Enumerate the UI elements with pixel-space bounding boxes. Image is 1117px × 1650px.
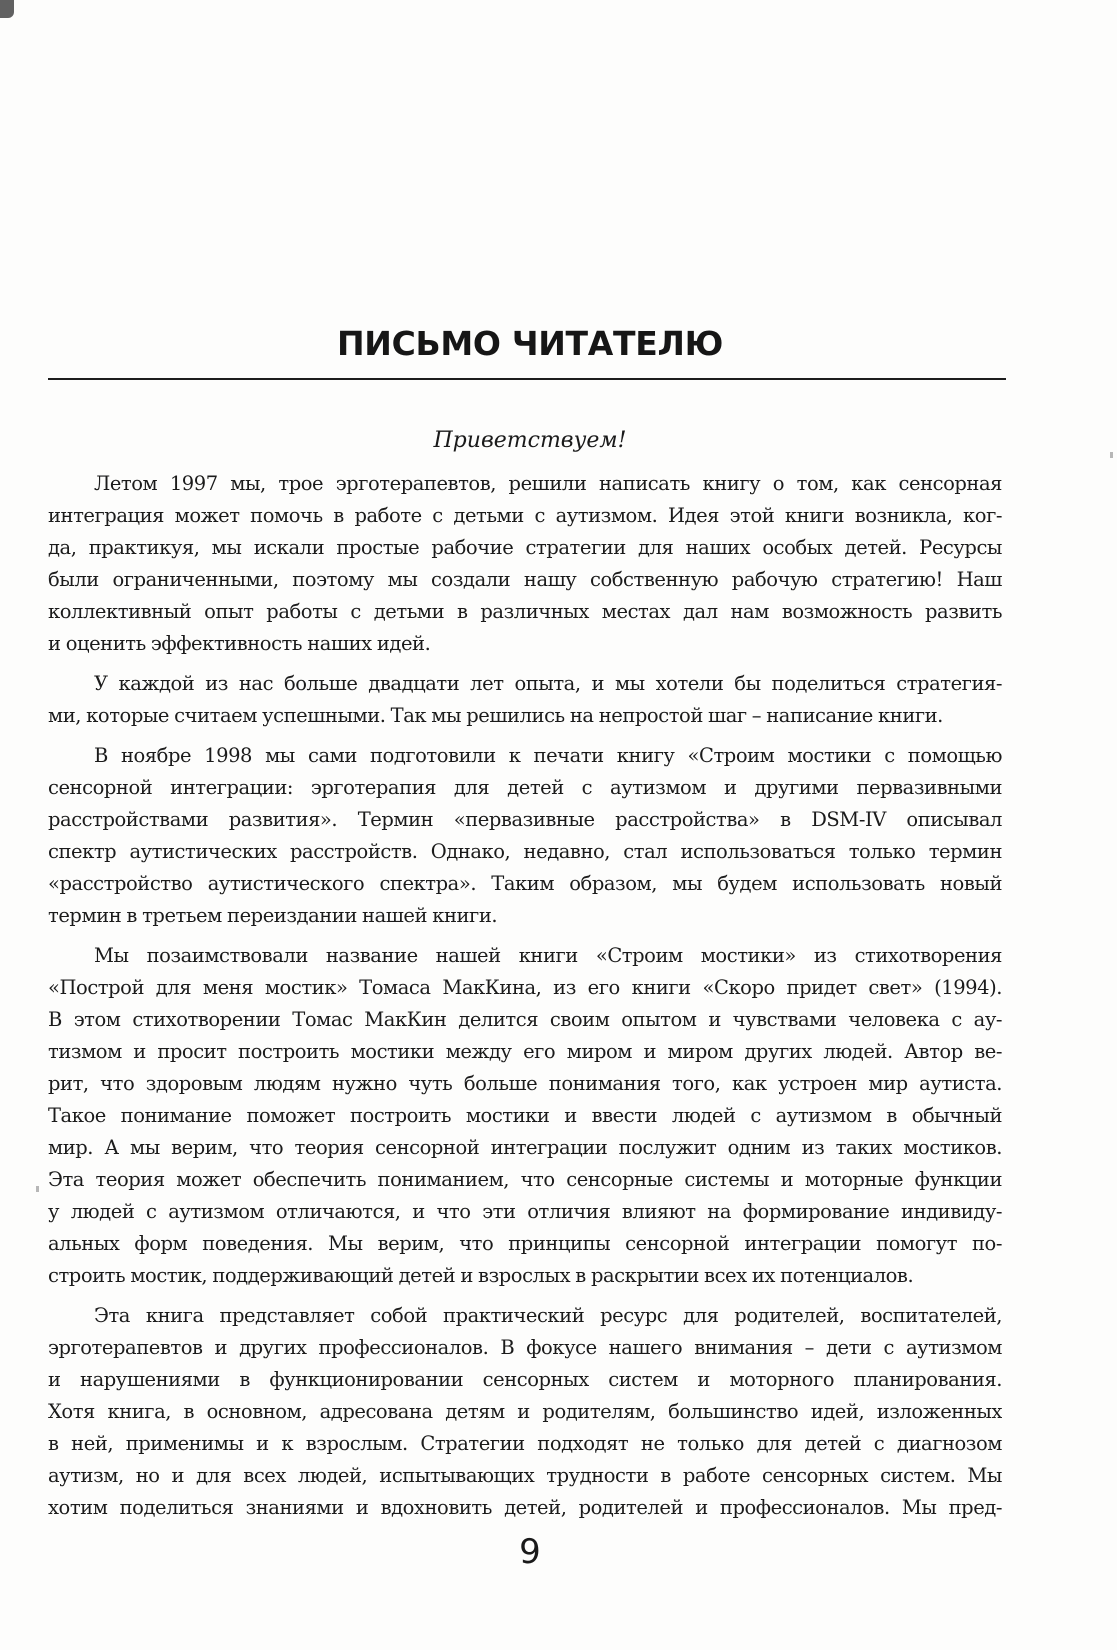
text-line: В этом стихотворении Томас МакКин делится своим опытом и чувствами человека с ау- [48, 1008, 1002, 1031]
scan-artifact [1110, 452, 1113, 458]
text-line: эрготерапевтов и других профессионалов. В фокусе нашего внимания – дети с аутизмом [48, 1336, 1002, 1359]
text-line: тизмом и просит построить мостики между его миром и миром других людей. Автор ве- [48, 1040, 1002, 1063]
text-line: были ограниченными, поэтому мы создали нашу собственную рабочую стратегию! Наш [48, 568, 1002, 591]
text-line: и оценить эффективность наших идей. [48, 632, 431, 655]
text-line: альных форм поведения. Мы верим, что принципы сенсорной интеграции помогут по- [48, 1232, 1002, 1255]
text-line: Хотя книга, в основном, адресована детям и родителям, большинство идей, изложенных [48, 1400, 1002, 1423]
scan-artifact [36, 1186, 39, 1192]
greeting: Приветствуем! [433, 428, 627, 453]
text-line: и нарушениями в функционировании сенсорных систем и моторного планирования. [48, 1368, 1002, 1391]
scan-artifact [0, 0, 14, 18]
text-line: У каждой из нас больше двадцати лет опыта, и мы хотели бы поделиться стратегия- [94, 672, 1002, 695]
text-line: «Построй для меня мостик» Томаса МакКина, из его книги «Скоро придет свет» (1994). [48, 976, 1002, 999]
text-line: Мы позаимствовали название нашей книги «Строим мостики» из стихотворения [94, 944, 1002, 967]
text-line: Такое понимание поможет построить мостики и ввести людей с аутизмом в обычный [48, 1104, 1002, 1127]
text-line: аутизм, но и для всех людей, испытывающих трудности в работе сенсорных систем. Мы [48, 1464, 1002, 1487]
title-underline [48, 378, 1006, 380]
text-line: у людей с аутизмом отличаются, и что эти отличия влияют на формирование индивиду- [48, 1200, 1002, 1223]
text-line: да, практикуя, мы искали простые рабочие стратегии для наших особых детей. Ресурсы [48, 536, 1002, 559]
text-line: «расстройство аутистического спектра». Таким образом, мы будем использовать новый [48, 872, 1002, 895]
text-line: спектр аутистических расстройств. Однако, недавно, стал использоваться только термин [48, 840, 1002, 863]
text-line: Эта теория может обеспечить пониманием, что сенсорные системы и моторные функции [48, 1168, 1002, 1191]
text-line: сенсорной интеграции: эрготерапия для детей с аутизмом и другими первазивными [48, 776, 1002, 799]
text-line: строить мостик, поддерживающий детей и взрослых в раскрытии всех их потенциалов. [48, 1264, 914, 1287]
text-line: Летом 1997 мы, трое эрготерапевтов, решили написать книгу о том, как сенсорная [94, 472, 1002, 495]
text-line: расстройствами развития». Термин «первазивные расстройства» в DSM-IV описывал [48, 808, 1002, 831]
text-line: мир. А мы верим, что теория сенсорной интеграции послужит одним из таких мостиков. [48, 1136, 1002, 1159]
page-number: 9 [519, 1532, 541, 1572]
body-text [48, 468, 1002, 1524]
text-line: коллективный опыт работы с детьми в различных местах дал нам возможность развить [48, 600, 1002, 623]
text-line: термин в третьем переиздании нашей книги. [48, 904, 498, 927]
text-line: интеграция может помочь в работе с детьми с аутизмом. Идея этой книги возникла, ког- [48, 504, 1002, 527]
text-line: Эта книга представляет собой практический ресурс для родителей, воспитателей, [94, 1304, 1002, 1327]
text-line: в ней, применимы и к взрослым. Стратегии подходят не только для детей с диагнозом [48, 1432, 1002, 1455]
text-line: рит, что здоровым людям нужно чуть больше понимания того, как устроен мир аутиста. [48, 1072, 1002, 1095]
text-line: В ноябре 1998 мы сами подготовили к печати книгу «Строим мостики с помощью [94, 744, 1002, 767]
chapter-title: ПИСЬМО ЧИТАТЕЛЮ [336, 324, 724, 363]
text-line: ми, которые считаем успешными. Так мы решились на непростой шаг – написание книги. [48, 704, 943, 727]
text-line: хотим поделиться знаниями и вдохновить детей, родителей и профессионалов. Мы пред- [48, 1496, 1002, 1519]
